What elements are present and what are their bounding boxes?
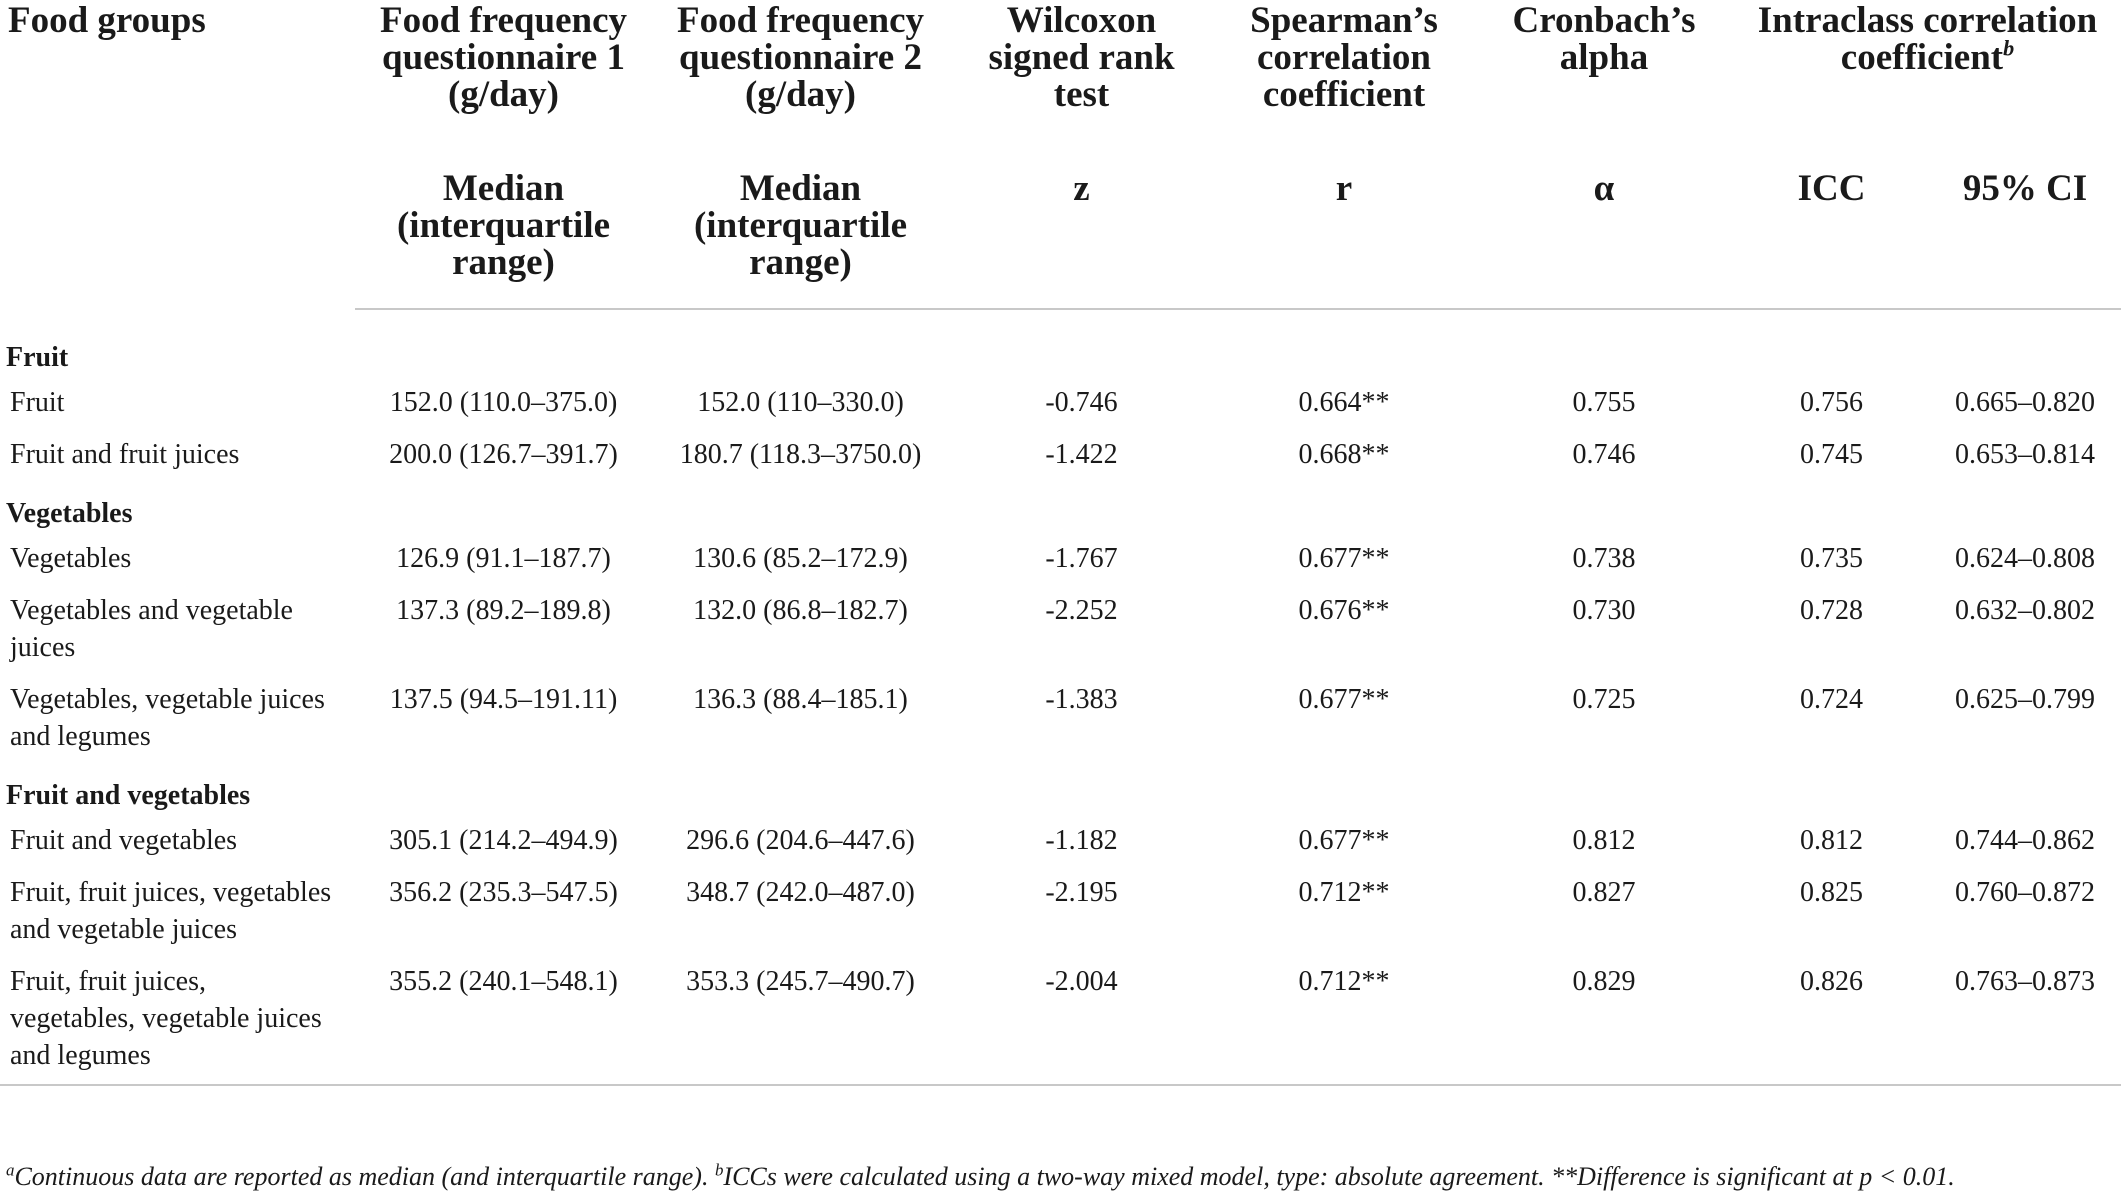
cell-alpha: 0.738 bbox=[1572, 543, 1636, 574]
cell-ci: 0.625–0.799 bbox=[1955, 684, 2095, 715]
subheader-icc: ICC bbox=[1734, 144, 1929, 309]
subheader-r: r bbox=[1214, 144, 1474, 309]
subheader-alpha: α bbox=[1474, 144, 1734, 309]
cell-ffq2: 353.3 (245.7–490.7) bbox=[652, 963, 949, 1085]
cell-r: 0.668** bbox=[1298, 439, 1390, 470]
cell-alpha: 0.829 bbox=[1474, 963, 1734, 1085]
subheader-z: z bbox=[949, 144, 1214, 309]
header-wilcoxon: Wilcoxon signed rank test bbox=[988, 0, 1175, 115]
cell-z: -2.195 bbox=[1045, 877, 1118, 908]
cell-ffq2: 130.6 (85.2–172.9) bbox=[693, 543, 908, 574]
header-food-groups: Food groups bbox=[8, 0, 206, 41]
cell-icc: 0.826 bbox=[1734, 963, 1929, 1085]
row-label: Vegetables bbox=[10, 543, 132, 574]
cell-ffq2: 180.7 (118.3–3750.0) bbox=[679, 439, 922, 470]
cell-ffq1: 126.9 (91.1–187.7) bbox=[396, 543, 611, 574]
cell-r: 0.677** bbox=[1298, 543, 1390, 574]
subheader-ci: 95% CI bbox=[1929, 144, 2121, 309]
row-label: Vegetables and vegetable juices bbox=[10, 595, 293, 663]
table-row bbox=[0, 822, 2121, 874]
header-cronbach: Cronbach’s alpha bbox=[1512, 0, 1696, 78]
cell-z: -1.383 bbox=[1045, 684, 1118, 715]
footnote-b-mark: b bbox=[714, 1160, 724, 1180]
cell-alpha: 0.746 bbox=[1572, 439, 1636, 470]
cell-r: 0.712** bbox=[1298, 877, 1390, 908]
table-footnote bbox=[6, 1160, 2101, 1194]
cell-r: 0.677** bbox=[1298, 825, 1390, 856]
header-spearman: Spearman’s correlation coefficient bbox=[1250, 0, 1438, 115]
cell-z: -1.767 bbox=[1045, 543, 1118, 574]
cell-icc: 0.724 bbox=[1800, 684, 1863, 715]
cell-icc: 0.745 bbox=[1800, 439, 1863, 470]
header-icc-group-text: Intraclass correlation coefficient bbox=[1757, 0, 2098, 78]
cell-ffq1: 137.3 (89.2–189.8) bbox=[396, 595, 611, 626]
cell-ffq2: 348.7 (242.0–487.0) bbox=[686, 877, 915, 908]
group-heading: Fruit bbox=[6, 342, 69, 373]
table-row bbox=[0, 963, 2121, 1085]
row-label: Fruit and fruit juices bbox=[10, 439, 240, 470]
footnote-b-text: ICCs were calculated using a two-way mixed model, type: absolute agreement. **Difference is significant at p < 0.01. bbox=[723, 1162, 1955, 1191]
cell-ffq2: 132.0 (86.8–182.7) bbox=[693, 595, 908, 626]
table-row bbox=[0, 592, 2121, 681]
table-row bbox=[0, 874, 2121, 963]
header-icc-footnote-mark: b bbox=[2003, 35, 2015, 61]
cell-ci: 0.624–0.808 bbox=[1955, 543, 2095, 574]
cell-r: 0.664** bbox=[1298, 387, 1390, 418]
cell-z: -1.422 bbox=[1045, 439, 1118, 470]
header-ffq1: Food frequency questionnaire 1 (g/day) bbox=[379, 0, 627, 115]
header-icc-group bbox=[1734, 0, 2121, 144]
row-label: Fruit and vegetables bbox=[10, 825, 238, 856]
cell-icc: 0.825 bbox=[1800, 877, 1863, 908]
cell-ci: 0.760–0.872 bbox=[1955, 877, 2095, 908]
cell-z: -2.252 bbox=[1045, 595, 1118, 626]
cell-r: 0.676** bbox=[1298, 595, 1390, 626]
cell-ffq1: 152.0 (110.0–375.0) bbox=[389, 387, 618, 418]
cell-r: 0.677** bbox=[1298, 684, 1390, 715]
row-label: Fruit, fruit juices, vegetables and vegetable juices bbox=[10, 877, 332, 945]
table-row bbox=[0, 436, 2121, 488]
cell-alpha: 0.755 bbox=[1572, 387, 1636, 418]
cell-icc: 0.735 bbox=[1800, 543, 1863, 574]
cell-ffq2: 152.0 (110–330.0) bbox=[697, 387, 904, 418]
cell-alpha: 0.827 bbox=[1572, 877, 1636, 908]
cell-alpha: 0.730 bbox=[1572, 595, 1636, 626]
cell-ffq1: 137.5 (94.5–191.11) bbox=[389, 684, 618, 715]
cell-alpha: 0.725 bbox=[1572, 684, 1636, 715]
cell-r: 0.712** bbox=[1214, 963, 1474, 1085]
cell-ffq1: 356.2 (235.3–547.5) bbox=[389, 877, 618, 908]
table-row bbox=[0, 540, 2121, 592]
table-row bbox=[0, 384, 2121, 436]
cell-ffq2: 136.3 (88.4–185.1) bbox=[693, 684, 908, 715]
row-label: Fruit, fruit juices, vegetables, vegetable juices and legumes bbox=[0, 963, 355, 1085]
cell-icc: 0.756 bbox=[1800, 387, 1863, 418]
cell-alpha: 0.812 bbox=[1572, 825, 1636, 856]
cell-ci: 0.763–0.873 bbox=[1929, 963, 2121, 1085]
group-heading: Vegetables bbox=[6, 498, 133, 529]
cell-z: -1.182 bbox=[1045, 825, 1118, 856]
cell-ci: 0.665–0.820 bbox=[1955, 387, 2095, 418]
table-row bbox=[0, 681, 2121, 770]
cell-icc: 0.728 bbox=[1800, 595, 1863, 626]
group-heading: Fruit and vegetables bbox=[6, 780, 251, 811]
cell-ffq2: 296.6 (204.6–447.6) bbox=[686, 825, 915, 856]
cell-ffq1: 355.2 (240.1–548.1) bbox=[355, 963, 652, 1085]
row-label: Fruit bbox=[10, 387, 65, 418]
subheader-ffq2-median: Median (interquartile range) bbox=[652, 144, 949, 309]
cell-ci: 0.632–0.802 bbox=[1955, 595, 2095, 626]
cell-z: -2.004 bbox=[949, 963, 1214, 1085]
cell-ffq1: 305.1 (214.2–494.9) bbox=[389, 825, 618, 856]
header-ffq2: Food frequency questionnaire 2 (g/day) bbox=[676, 0, 924, 115]
cell-z: -0.746 bbox=[1045, 387, 1118, 418]
table-body bbox=[0, 309, 2121, 1085]
cell-ffq1: 200.0 (126.7–391.7) bbox=[389, 439, 618, 470]
footnote-a-text: Continuous data are reported as median (and interquartile range). bbox=[14, 1162, 709, 1191]
subheader-ffq1-median: Median (interquartile range) bbox=[355, 144, 652, 309]
footnote-a-mark: a bbox=[6, 1160, 15, 1180]
cell-ci: 0.653–0.814 bbox=[1955, 439, 2095, 470]
row-label: Vegetables, vegetable juices and legumes bbox=[10, 684, 325, 752]
cell-icc: 0.812 bbox=[1800, 825, 1863, 856]
cell-ci: 0.744–0.862 bbox=[1955, 825, 2095, 856]
